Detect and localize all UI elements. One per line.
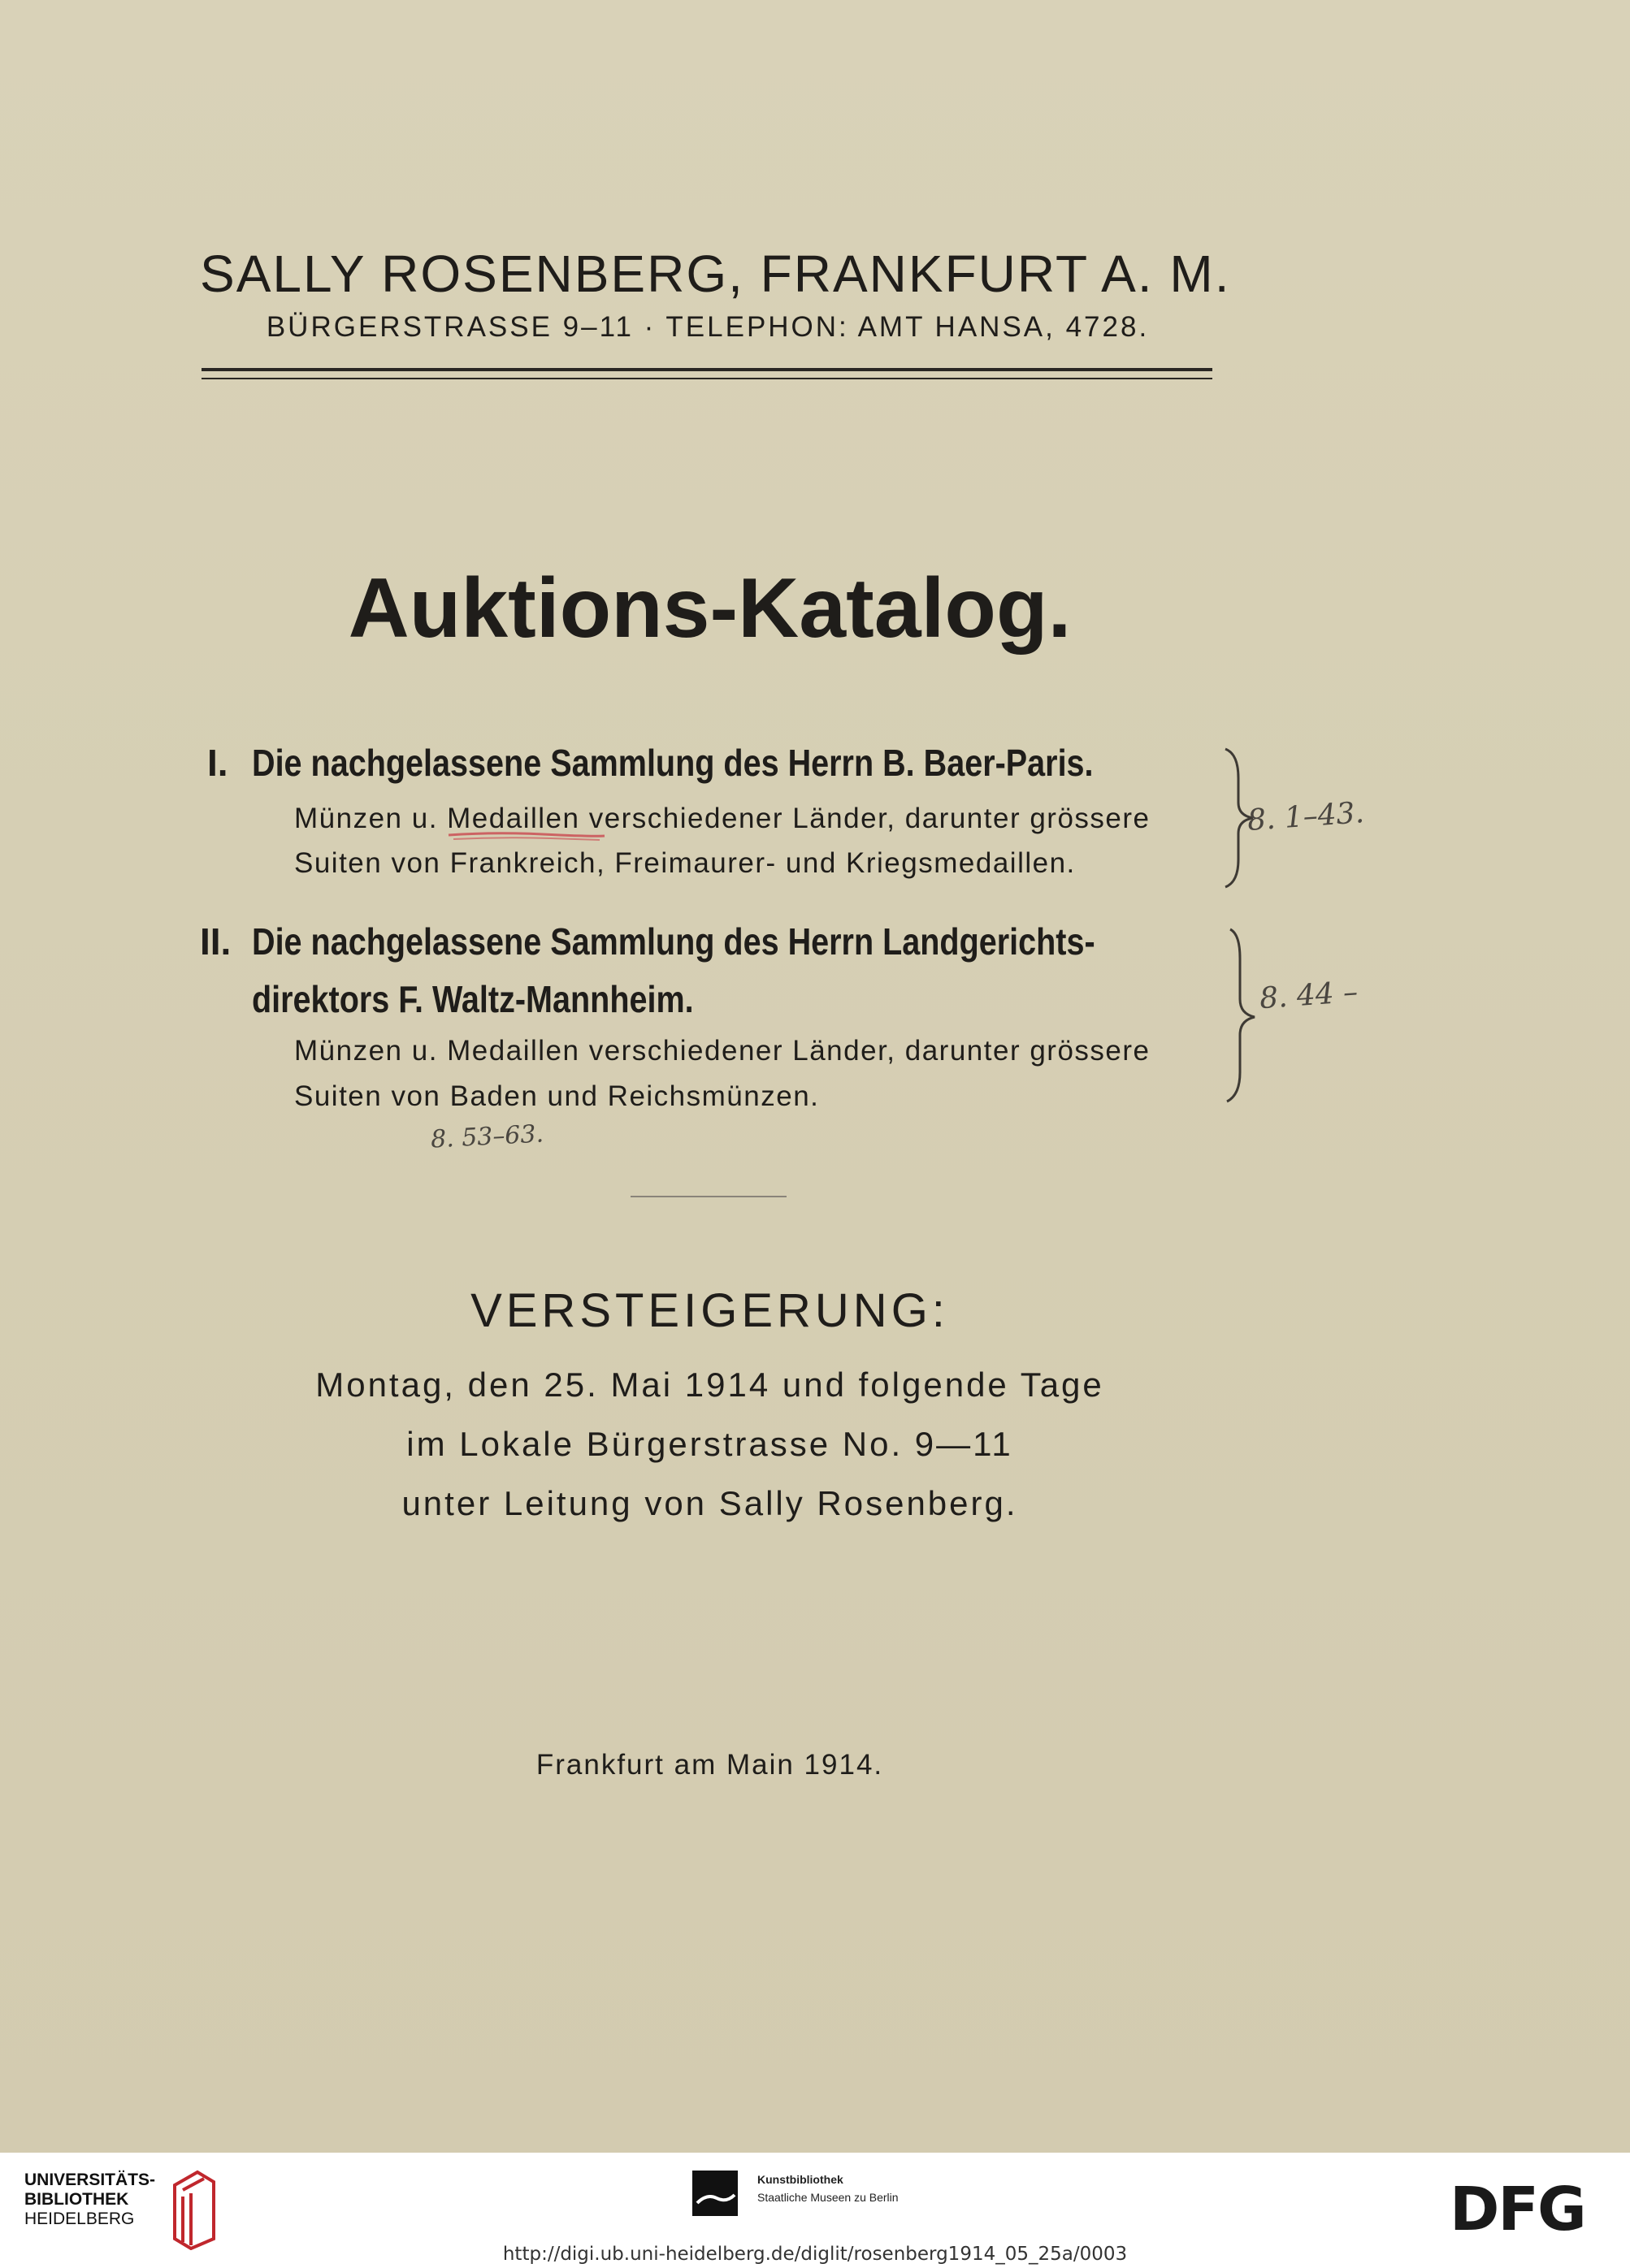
source-url-link[interactable]: http://digi.ub.uni-heidelberg.de/diglit/rosenberg1914_05_25a/0003 bbox=[502, 2244, 1128, 2265]
handwritten-note-2: 8. 44 – bbox=[1258, 975, 1359, 1016]
header-rule-thin bbox=[202, 378, 1212, 379]
section-title: direktors F. Waltz-Mannheim. bbox=[252, 978, 694, 1020]
auction-detail-line: im Lokale Bürgerstrasse No. 9—11 bbox=[406, 1425, 1013, 1463]
section-body-line: Münzen u. Medaillen verschiedener Länder, darunter grössere bbox=[294, 803, 1151, 834]
library-line: BIBLIOTHEK bbox=[24, 2190, 129, 2209]
kb-title: Kunstbibliothek bbox=[757, 2173, 843, 2186]
handwritten-note-1: 8. 1–43. bbox=[1246, 796, 1366, 838]
divider-rule bbox=[631, 1196, 787, 1197]
library-logo-icon bbox=[167, 2161, 223, 2250]
auction-detail-line: unter Leitung von Sally Rosenberg. bbox=[401, 1484, 1018, 1522]
catalog-title: Auktions-Katalog. bbox=[348, 561, 1072, 656]
library-logo-text bbox=[24, 2171, 155, 2229]
library-line: HEIDELBERG bbox=[24, 2210, 135, 2228]
red-pencil-underline bbox=[445, 829, 608, 845]
publisher-address: BÜRGERSTRASSE 9–11 · TELEPHON: AMT HANSA, 4728. bbox=[266, 311, 1150, 343]
kunstbibliothek-text bbox=[757, 2171, 899, 2206]
section-body-line: Münzen u. Medaillen verschiedener Länder, darunter grössere bbox=[294, 1035, 1151, 1067]
library-line: UNIVERSITÄTS- bbox=[24, 2171, 156, 2189]
dfg-logo: DFG bbox=[1450, 2175, 1585, 2244]
kb-subtitle: Staatliche Museen zu Berlin bbox=[757, 2191, 899, 2204]
auction-heading: VERSTEIGERUNG: bbox=[470, 1284, 949, 1337]
section-body-line: Suiten von Frankreich, Freimaurer- und Kriegsmedaillen. bbox=[294, 847, 1076, 879]
section-number: II. bbox=[200, 920, 232, 963]
publisher-name: SALLY ROSENBERG, FRANKFURT A. M. bbox=[200, 245, 1231, 303]
section-number: I. bbox=[207, 742, 228, 784]
brace-2 bbox=[1220, 926, 1261, 1105]
section-body-line: Suiten von Baden und Reichsmünzen. bbox=[294, 1080, 820, 1112]
section-title: Die nachgelassene Sammlung des Herrn B. Baer-Paris. bbox=[252, 742, 1094, 784]
auction-detail-line: Montag, den 25. Mai 1914 und folgende Tage bbox=[315, 1366, 1104, 1404]
section-title: Die nachgelassene Sammlung des Herrn Landgerichts- bbox=[252, 920, 1095, 963]
kunstbibliothek-logo-icon bbox=[692, 2171, 744, 2223]
header-rule-thick bbox=[202, 368, 1212, 371]
handwritten-note-3: 8. 53–63. bbox=[430, 1119, 544, 1154]
imprint-place-date: Frankfurt am Main 1914. bbox=[535, 1749, 884, 1781]
